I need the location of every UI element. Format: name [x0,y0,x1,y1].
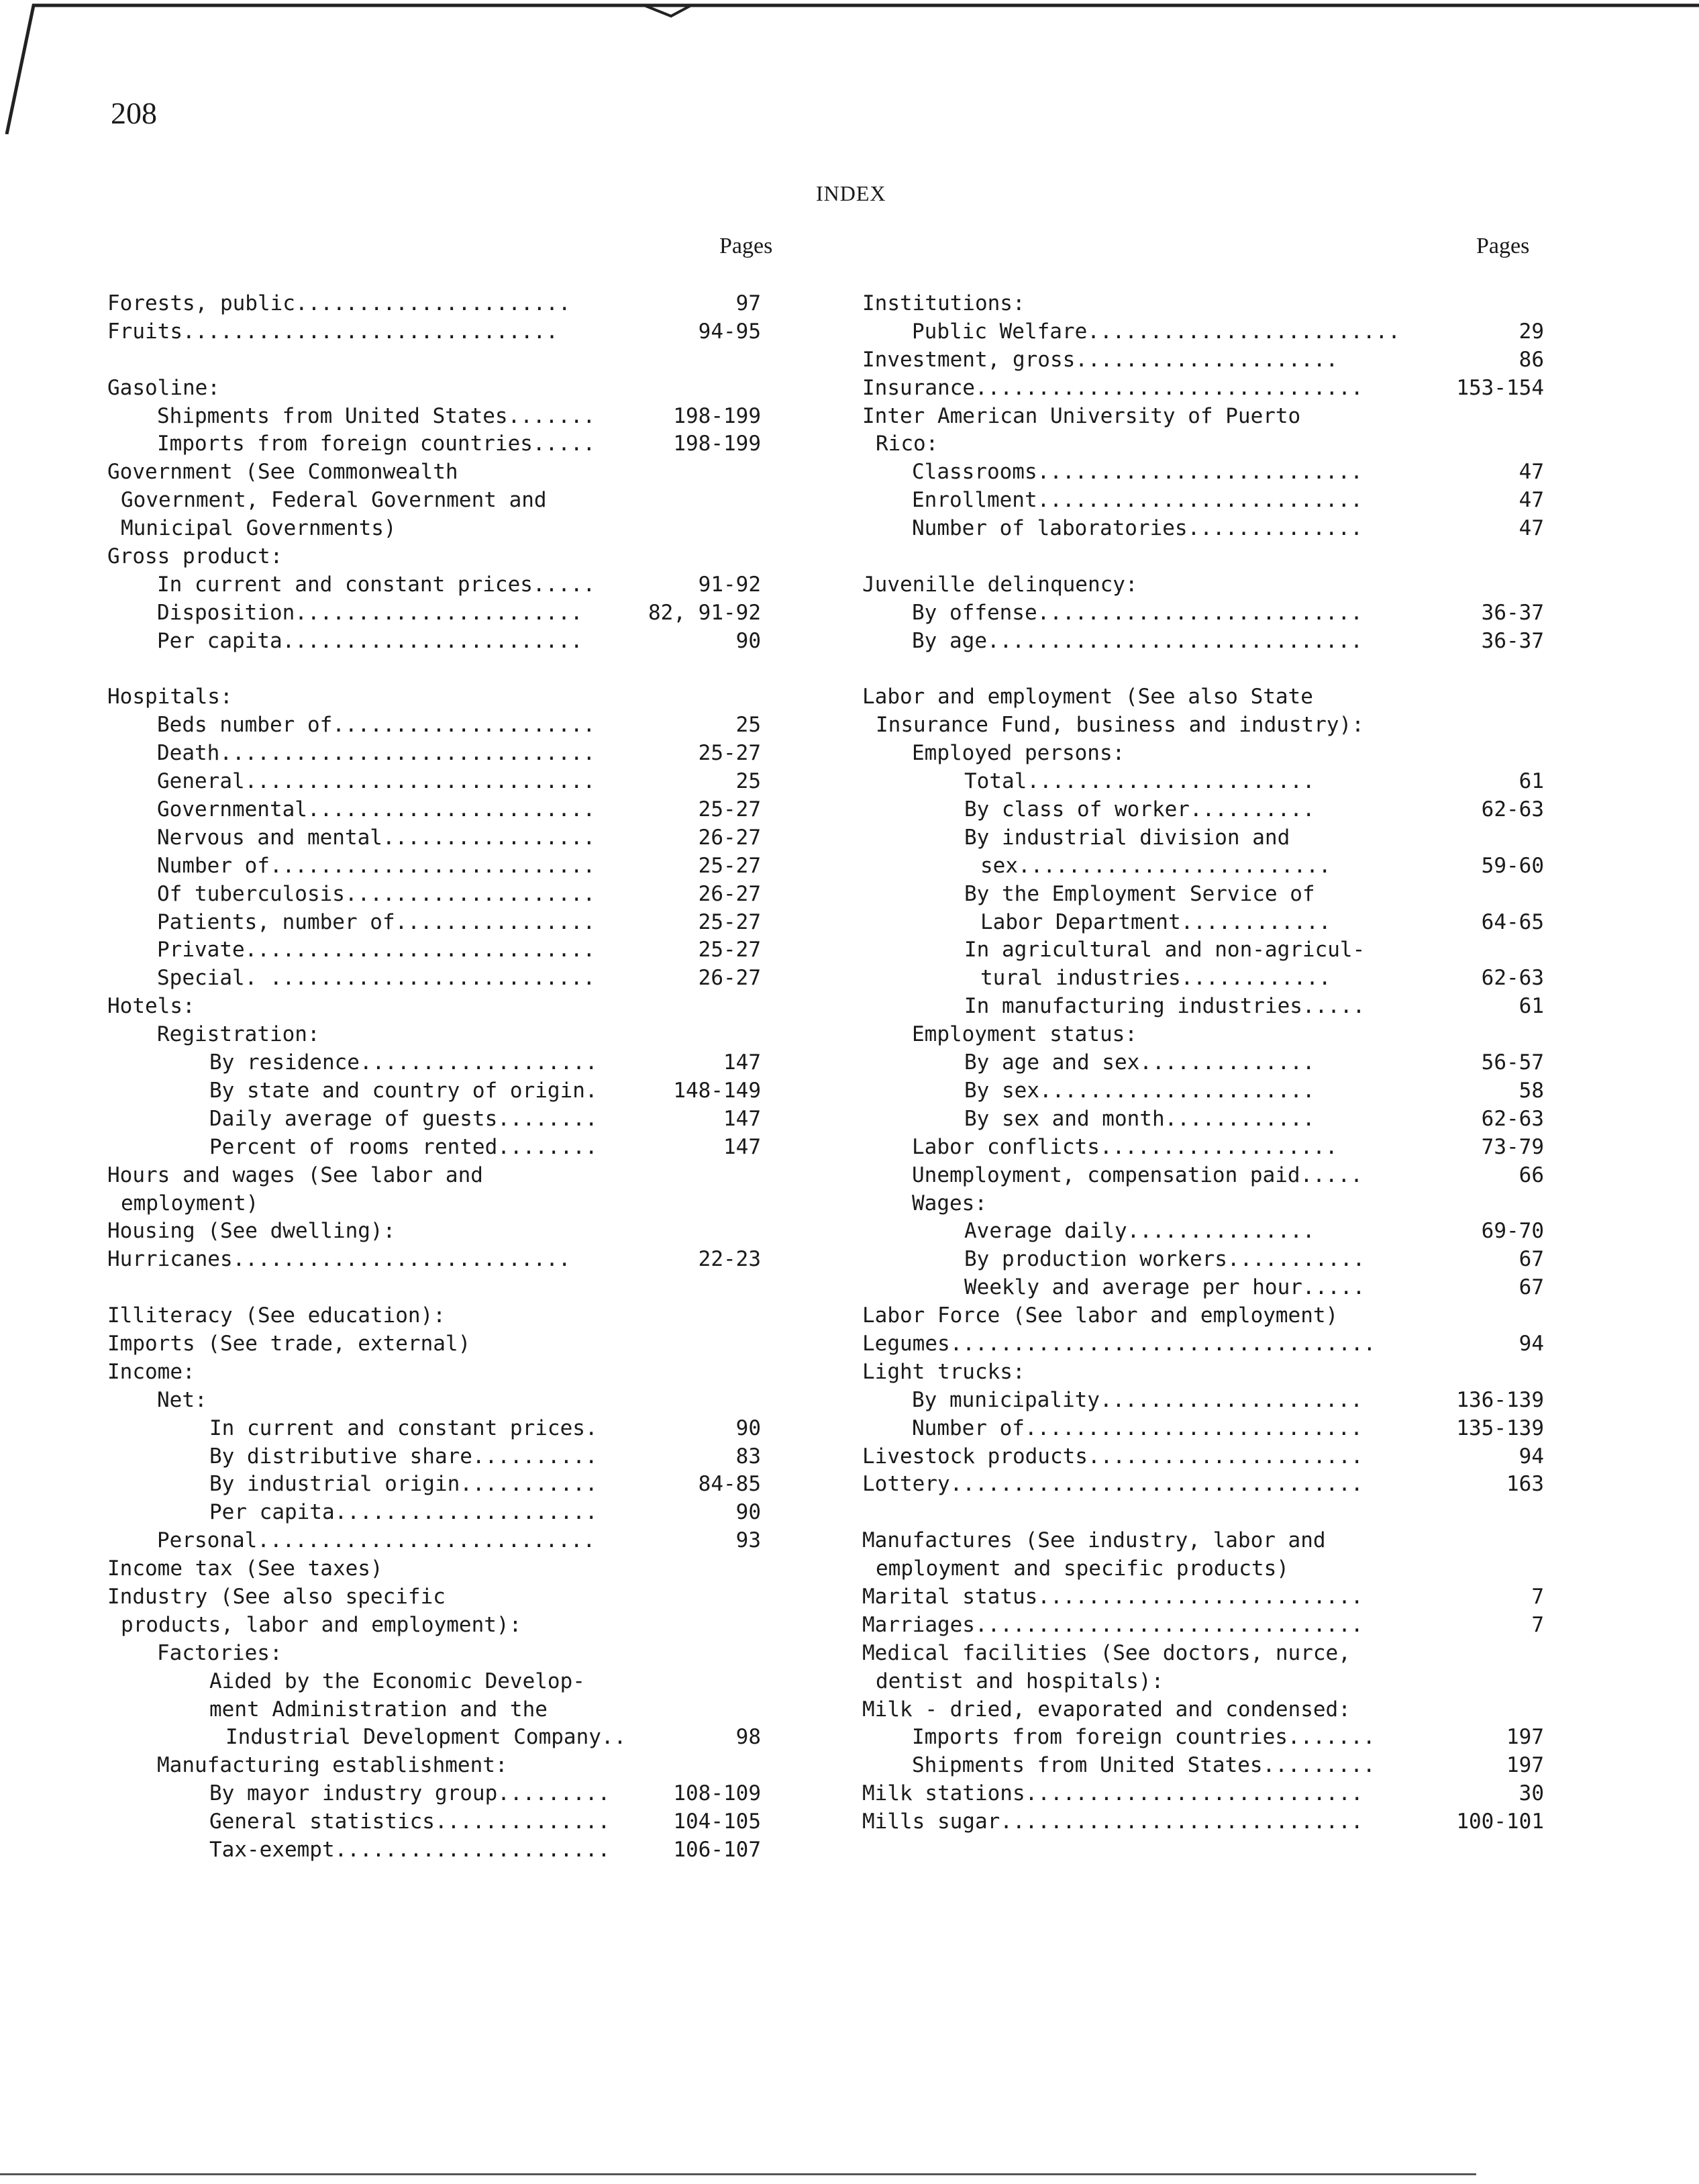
entry-pages: 62-63 [1481,797,1544,822]
index-entry [107,458,792,487]
index-entry [862,993,1560,1021]
entry-text: Forests, public...................... [107,291,571,315]
entry-text: Per capita..................... [209,1500,598,1525]
index-entry [862,881,1560,909]
entry-text: Imports from foreign countries....... [912,1725,1376,1750]
entry-text: By municipality..................... [912,1387,1363,1412]
entry-pages: 106-107 [673,1837,761,1862]
entry-text: Nervous and mental................. [157,825,596,850]
index-entry [107,1443,792,1471]
index-entry [862,936,1560,964]
page-edge-decoration [0,0,1699,134]
entry-text: Inter American University of Puerto [862,403,1301,428]
index-entry [862,346,1560,375]
entry-text: Number of........................... [912,1416,1363,1440]
entry-text: Shipments from United States......... [912,1753,1376,1778]
entry-text: Institutions: [862,291,1025,315]
index-entry [107,1668,792,1696]
index-entry [862,796,1560,824]
entry-pages: 197 [1506,1753,1544,1778]
index-entry [107,599,792,628]
index-entry [862,1274,1560,1302]
entry-text: By mayor industry group......... [209,1781,611,1806]
index-entry [862,1752,1560,1780]
entry-text: Fruits.............................. [107,319,558,344]
entry-text: Beds number of..................... [157,713,596,738]
entry-text: Medical facilities (See doctors, nurce, [862,1640,1351,1665]
index-entry [862,1780,1560,1808]
entry-text: By production workers........... [964,1247,1366,1272]
index-entry [862,1077,1560,1105]
index-entry [862,1302,1560,1330]
entry-pages: 29 [1518,319,1544,344]
index-entry [107,1640,792,1668]
entry-text: Unemployment, compensation paid..... [912,1162,1363,1187]
index-entry [862,1330,1560,1358]
index-entry [107,936,792,964]
index-entry [862,1808,1560,1836]
entry-text: Livestock products...................... [862,1444,1363,1469]
entry-pages: 25 [735,713,761,738]
index-entry [862,909,1560,937]
entry-pages: 47 [1518,516,1544,541]
entry-pages: 25-27 [698,909,761,934]
index-entry [107,796,792,824]
entry-text: Tax-exempt...................... [209,1837,611,1862]
entry-text: employment and specific products) [876,1556,1289,1581]
index-entry [107,909,792,937]
entry-pages: 61 [1518,994,1544,1019]
index-entry [107,1415,792,1443]
entry-text: Manufacturing establishment: [157,1753,508,1778]
entry-text: Government (See Commonwealth [107,460,458,485]
entry-text: dentist and hospitals): [876,1669,1164,1693]
entry-pages: 56-57 [1481,1050,1544,1075]
index-entry [107,768,792,796]
index-entry [862,1583,1560,1611]
entry-pages: 84-85 [698,1472,761,1497]
entry-text: tural industries............ [980,966,1331,991]
index-entry [107,375,792,403]
entry-text: Imports from foreign countries..... [157,432,596,456]
index-entry [107,1077,792,1105]
entry-text: Labor Department............ [980,909,1331,934]
index-entry [862,1724,1560,1752]
index-entry [862,628,1560,656]
entry-text: sex......................... [980,853,1331,878]
index-entry [862,1443,1560,1471]
entry-text: Disposition....................... [157,600,583,625]
entry-pages: 62-63 [1481,966,1544,991]
entry-text: By residence................... [209,1050,598,1075]
entry-pages: 64-65 [1481,909,1544,934]
entry-pages: 47 [1518,460,1544,485]
entry-pages: 30 [1518,1781,1544,1806]
index-entry [107,1246,792,1274]
entry-text: Gasoline: [107,375,220,400]
index-entry [107,683,792,711]
entry-text: By offense.......................... [912,600,1363,625]
entry-pages: 148-149 [673,1078,761,1103]
entry-text: By industrial division and [964,825,1290,850]
entry-text: By the Employment Service of [964,881,1315,906]
entry-text: Classrooms.......................... [912,460,1363,485]
entry-pages: 36-37 [1481,628,1544,653]
entry-text: Marriages............................... [862,1612,1363,1637]
entry-text: Enrollment.......................... [912,488,1363,513]
entry-text: Labor and employment (See also State [862,685,1313,709]
entry-text: Governmental....................... [157,797,596,822]
entry-text: By state and country of origin. [209,1078,598,1103]
entry-text: Imports (See trade, external) [107,1331,471,1356]
entry-pages: 62-63 [1481,1106,1544,1131]
entry-pages: 97 [735,291,761,315]
index-entry [862,458,1560,487]
index-entry [862,1021,1560,1049]
index-entry [862,1471,1560,1499]
entry-text: By age and sex.............. [964,1050,1315,1075]
entry-text: By class of worker.......... [964,797,1315,822]
index-entry [107,1274,792,1302]
index-entry [107,824,792,852]
entry-pages: 26-27 [698,825,761,850]
index-entry [107,1752,792,1780]
index-entry [107,1808,792,1836]
entry-pages: 94 [1518,1444,1544,1469]
entry-pages: 197 [1506,1725,1544,1750]
entry-pages: 90 [735,628,761,653]
entry-text: By distributive share.......... [209,1444,598,1469]
index-entry [107,1836,792,1865]
entry-pages: 90 [735,1416,761,1440]
entry-text: By sex and month............ [964,1106,1315,1131]
entry-text: Gross product: [107,544,283,569]
entry-pages: 91-92 [698,572,761,597]
entry-text: Hotels: [107,994,195,1019]
index-entry [862,375,1560,403]
entry-text: Patients, number of................ [157,909,596,934]
index-entry [107,1162,792,1190]
entry-pages: 66 [1518,1162,1544,1187]
entry-pages: 136-139 [1456,1387,1544,1412]
index-entry [107,1387,792,1415]
index-entry [862,599,1560,628]
entry-text: Average daily............... [964,1219,1315,1244]
entry-pages: 108-109 [673,1781,761,1806]
entry-text: Registration: [157,1022,320,1047]
entry-text: ment Administration and the [209,1697,548,1722]
index-entry [862,1246,1560,1274]
index-entry [862,1218,1560,1246]
page-bottom-rule [0,2173,1476,2175]
entry-text: General............................ [157,769,596,794]
entry-text: Of tuberculosis.................... [157,881,596,906]
entry-pages: 26-27 [698,881,761,906]
index-entry [862,1640,1560,1668]
entry-pages: 94-95 [698,319,761,344]
index-entry [862,487,1560,515]
entry-text: In agricultural and non-agricul- [964,938,1366,962]
entry-pages: 61 [1518,769,1544,794]
entry-text: Industry (See also specific [107,1584,446,1609]
index-entry [862,1387,1560,1415]
entry-pages: 147 [723,1050,761,1075]
entry-text: Legumes.................................. [862,1331,1376,1356]
pages-header: Pages [1476,234,1530,258]
index-entry [862,1105,1560,1134]
index-entry [107,1780,792,1808]
index-entry [107,487,792,515]
entry-text: Employed persons: [912,741,1125,766]
index-entry [862,318,1560,346]
entry-text: In manufacturing industries..... [964,994,1366,1019]
entry-text: Factories: [157,1640,282,1665]
entry-text: In current and constant prices..... [157,572,596,597]
index-entry [862,683,1560,711]
index-entry [107,964,792,993]
entry-text: Income: [107,1359,195,1384]
entry-pages: 135-139 [1456,1416,1544,1440]
index-entry [862,1527,1560,1555]
entry-text: Insurance............................... [862,375,1363,400]
entry-pages: 22-23 [698,1247,761,1272]
index-entry [107,1527,792,1555]
index-entry [107,852,792,881]
index-entry [862,1162,1560,1190]
index-entry [107,740,792,768]
entry-text: Industrial Development Company.. [225,1725,627,1750]
index-entry [862,1696,1560,1724]
index-entry [862,290,1560,318]
page-title: INDEX [816,181,886,205]
entry-text: Mills sugar............................. [862,1809,1363,1834]
index-entry [862,515,1560,543]
entry-pages: 104-105 [673,1809,761,1834]
index-entry [107,571,792,599]
entry-pages: 73-79 [1481,1134,1544,1159]
entry-text: Milk - dried, evaporated and condensed: [862,1697,1351,1722]
entry-pages: 25-27 [698,797,761,822]
entry-text: Private............................ [157,938,596,962]
entry-text: Per capita........................ [157,628,583,653]
index-entry [107,881,792,909]
index-entry [862,1358,1560,1387]
entry-text: Insurance Fund, business and industry): [876,713,1364,738]
index-entry [862,543,1560,571]
entry-pages: 25 [735,769,761,794]
index-entry [862,964,1560,993]
entry-pages: 25-27 [698,853,761,878]
entry-pages: 163 [1506,1472,1544,1497]
entry-list [862,290,1560,1836]
entry-text: General statistics.............. [209,1809,611,1834]
entry-text: In current and constant prices. [209,1416,598,1440]
entry-text: Illiteracy (See education): [107,1303,446,1328]
entry-pages: 7 [1531,1612,1544,1637]
entry-pages: 100-101 [1456,1809,1544,1834]
entry-text: Weekly and average per hour..... [964,1275,1366,1300]
index-entry [862,1049,1560,1077]
entry-text: Shipments from United States....... [157,403,596,428]
index-entry [107,403,792,431]
index-entry [107,628,792,656]
index-entry [107,1049,792,1077]
entry-text: By age.............................. [912,628,1363,653]
entry-text: Special. .......................... [157,966,596,991]
entry-text: Number of.......................... [157,853,596,878]
index-entry [862,711,1560,740]
index-entry [107,1358,792,1387]
index-entry [862,740,1560,768]
entry-text: Marital status.......................... [862,1584,1363,1609]
entry-pages: 94 [1518,1331,1544,1356]
entry-text: Total....................... [964,769,1315,794]
entry-pages: 82, 91-92 [648,600,761,625]
index-entry [107,1471,792,1499]
entry-pages: 147 [723,1106,761,1131]
entry-text: Lottery................................. [862,1472,1363,1497]
entry-pages: 86 [1518,347,1544,372]
index-entry [862,1668,1560,1696]
entry-text: Light trucks: [862,1359,1025,1384]
index-entry [862,571,1560,599]
index-entry [107,318,792,346]
index-entry [862,1415,1560,1443]
entry-pages: 25-27 [698,938,761,962]
entry-pages: 36-37 [1481,600,1544,625]
index-entry [107,1724,792,1752]
entry-pages: 67 [1518,1247,1544,1272]
entry-text: Milk stations........................... [862,1781,1363,1806]
entry-text: Net: [157,1387,207,1412]
entry-text: employment) [121,1191,259,1215]
page-number: 208 [111,96,157,130]
entry-text: products, labor and employment): [121,1612,522,1637]
index-entry [107,656,792,684]
entry-pages: 198-199 [673,432,761,456]
entry-text: Hospitals: [107,685,233,709]
entry-pages: 58 [1518,1078,1544,1103]
index-entry [107,1611,792,1640]
entry-pages: 198-199 [673,403,761,428]
index-entry [107,1021,792,1049]
entry-text: Municipal Governments) [121,516,397,541]
index-entry [107,1499,792,1527]
index-entry [107,1302,792,1330]
entry-pages: 69-70 [1481,1219,1544,1244]
index-entry [862,1555,1560,1583]
entry-pages: 90 [735,1500,761,1525]
entry-text: Employment status: [912,1022,1137,1047]
entry-text: Labor conflicts................... [912,1134,1338,1159]
entry-text: Hurricanes........................... [107,1247,571,1272]
index-entry [107,346,792,375]
entry-text: Percent of rooms rented........ [209,1134,598,1159]
index-entry [862,824,1560,852]
entry-pages: 67 [1518,1275,1544,1300]
index-entry [107,1555,792,1583]
entry-text: Daily average of guests........ [209,1106,598,1131]
entry-text: Income tax (See taxes) [107,1556,383,1581]
index-entry [862,768,1560,796]
entry-pages: 147 [723,1134,761,1159]
index-entry [862,403,1560,431]
entry-pages: 83 [735,1444,761,1469]
entry-text: Juvenille delinquency: [862,572,1138,597]
index-entry [107,515,792,543]
entry-text: Labor Force (See labor and employment) [862,1303,1339,1328]
entry-text: Number of laboratories.............. [912,516,1363,541]
entry-text: Personal........................... [157,1528,596,1553]
index-entry [107,1583,792,1611]
entry-pages: 98 [735,1725,761,1750]
pages-header: Pages [719,234,773,258]
entry-text: Rico: [876,432,939,456]
entry-text: Hours and wages (See labor and [107,1162,483,1187]
entry-pages: 26-27 [698,966,761,991]
index-entry [862,1611,1560,1640]
index-entry [107,1105,792,1134]
entry-text: Wages: [912,1191,987,1215]
entry-text: Housing (See dwelling): [107,1219,396,1244]
entry-text: Death.............................. [157,741,596,766]
entry-pages: 25-27 [698,741,761,766]
index-entry [107,1190,792,1218]
entry-pages: 93 [735,1528,761,1553]
index-entry [862,852,1560,881]
entry-list [107,290,792,1865]
index-entry [107,290,792,318]
entry-pages: 59-60 [1481,853,1544,878]
entry-text: Investment, gross..................... [862,347,1339,372]
entry-text: By industrial origin........... [209,1472,598,1497]
entry-text: By sex...................... [964,1078,1315,1103]
index-entry [107,430,792,458]
index-entry [862,1190,1560,1218]
index-entry [107,543,792,571]
entry-pages: 153-154 [1456,375,1544,400]
index-entry [862,656,1560,684]
entry-text: Public Welfare......................... [912,319,1400,344]
index-entry [107,1218,792,1246]
index-entry [862,1134,1560,1162]
index-entry [862,1499,1560,1527]
index-entry [107,1330,792,1358]
index-entry [107,1134,792,1162]
index-entry [107,711,792,740]
entry-text: Manufactures (See industry, labor and [862,1528,1326,1553]
entry-pages: 47 [1518,488,1544,513]
entry-text: Aided by the Economic Develop- [209,1669,585,1693]
entry-text: Government, Federal Government and [121,488,547,513]
index-entry [107,1696,792,1724]
index-entry [862,430,1560,458]
index-entry [107,993,792,1021]
entry-pages: 7 [1531,1584,1544,1609]
